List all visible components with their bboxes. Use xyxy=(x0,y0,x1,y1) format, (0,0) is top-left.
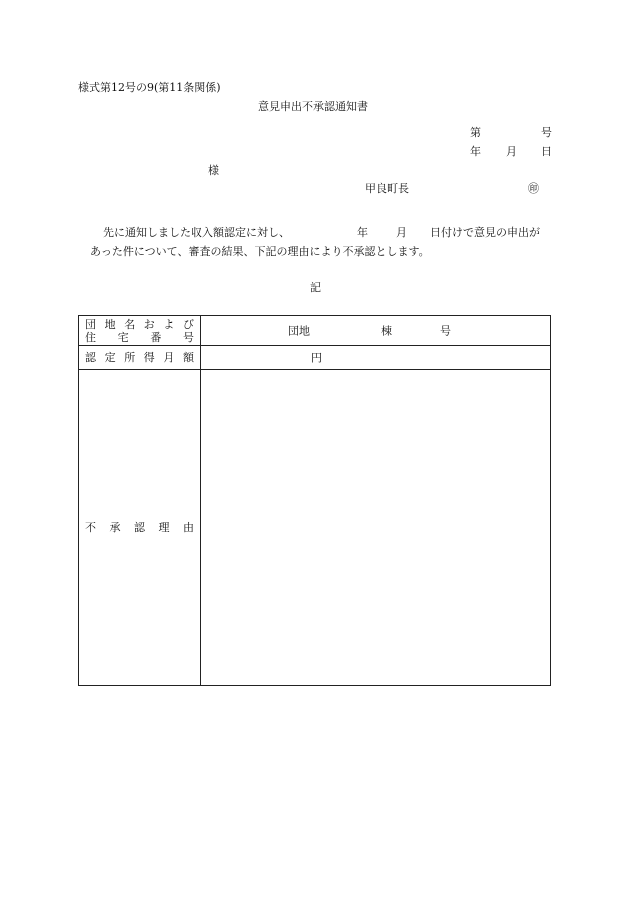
label-char: 由 xyxy=(183,521,194,534)
label-char: 号 xyxy=(182,330,194,344)
label-char: 番 xyxy=(150,330,162,344)
issuer-name: 甲良町長 xyxy=(365,182,409,195)
ref-go: 号 xyxy=(541,126,552,139)
ki-heading: 記 xyxy=(310,281,321,294)
body-text-line2: あった件について、審査の結果、下記の理由により不承認とします。 xyxy=(90,245,430,258)
label-char: 得 xyxy=(143,351,155,364)
go-label: 号 xyxy=(440,324,451,337)
date-year: 年 xyxy=(470,145,481,158)
table-row xyxy=(79,370,551,686)
label-char: 理 xyxy=(158,521,170,534)
label-char: 承 xyxy=(109,521,121,534)
notice-table xyxy=(78,315,551,686)
date-month: 月 xyxy=(506,145,517,158)
row2-label xyxy=(79,346,201,370)
label-char: 住 xyxy=(85,330,96,344)
reason-field[interactable] xyxy=(201,370,551,686)
label-char: 月 xyxy=(163,351,175,364)
yen-label: 円 xyxy=(311,351,322,364)
row2-label-text xyxy=(79,351,200,364)
danchi-label: 団地 xyxy=(288,324,310,337)
label-char: 認 xyxy=(85,351,96,364)
table-row xyxy=(79,316,551,346)
label-char: 地 xyxy=(104,317,116,331)
row2-value xyxy=(201,346,551,370)
label-char: 認 xyxy=(134,521,145,534)
body-text-month: 月 xyxy=(396,226,407,239)
label-char: 所 xyxy=(124,351,136,364)
body-text-part1b: 日付けで意見の申出が xyxy=(430,226,540,239)
label-char: び xyxy=(182,317,194,331)
date-day: 日 xyxy=(541,145,552,158)
row1-label-line2 xyxy=(79,331,200,344)
label-char: 名 xyxy=(124,317,136,331)
seal-mark: ㊞ xyxy=(528,182,539,195)
label-char: 定 xyxy=(104,351,116,364)
row3-label xyxy=(79,370,201,686)
label-char: 額 xyxy=(182,351,194,364)
body-text-year: 年 xyxy=(357,226,368,239)
body-text-part1: 先に通知しました収入額認定に対し、 xyxy=(103,226,290,239)
form-number: 様式第12号の9(第11条関係) xyxy=(78,81,221,94)
label-char: 宅 xyxy=(117,330,129,344)
addressee-suffix: 様 xyxy=(208,164,219,177)
row1-label xyxy=(79,316,201,346)
row3-label-text xyxy=(79,521,200,534)
table-row xyxy=(79,346,551,370)
row1-label-line1 xyxy=(79,318,200,331)
ref-dai: 第 xyxy=(470,126,481,139)
document-title: 意見申出不承認通知書 xyxy=(258,100,368,113)
row1-value xyxy=(201,316,551,346)
label-char: 不 xyxy=(85,521,96,534)
label-char: お xyxy=(143,317,155,331)
label-char: よ xyxy=(163,317,175,331)
tou-label: 棟 xyxy=(381,324,392,337)
label-char: 団 xyxy=(85,317,96,331)
